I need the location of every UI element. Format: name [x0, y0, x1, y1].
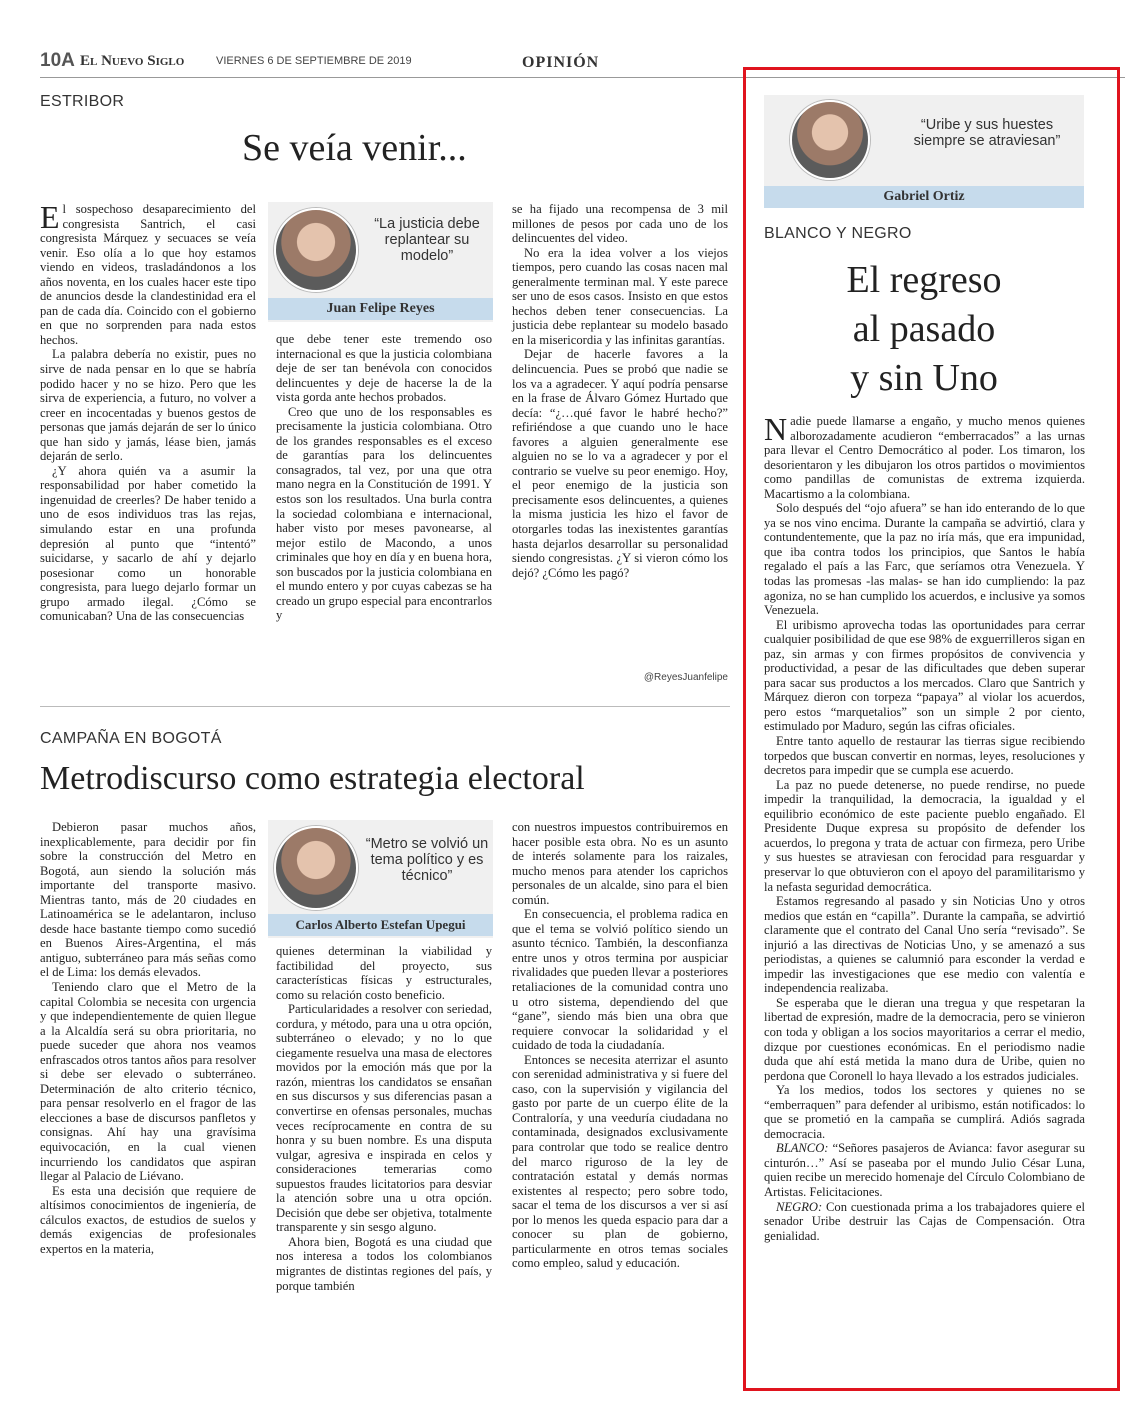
author-photo — [274, 826, 358, 910]
dropcap: N — [764, 411, 788, 447]
article3-paragraph: Nadie puede llamarse a engaño, y mucho menos quienes alborozadamente acudieron “emberracados” a las urnas para llevar el Centro Democrático al poder. Los timaron, los desorientaron y les dibujaron los otros partidos o movimientos como pandillas de comunistas de extrema izquierda. Macartismo a la colombiana. — [764, 411, 1085, 501]
author-quote: “Uribe y sus huestes siempre se atraviesan” — [913, 117, 1061, 149]
author-box-juan-felipe-reyes — [268, 202, 493, 322]
article3-paragraph: Estamos regresando al pasado y sin Noticias Uno y otros medios que están en “capilla”. Durante la campaña, se advirtió claramente que el contrato del Canal Uno sería “revisado”. Se injurió a las directivas de Noticias Uno, y se amenazó a sus periodistas, a quienes se calumnió para esconder la verdad e impedir las investigaciones que ese medio con valentía e independencia realizaba. — [764, 894, 1085, 996]
article3-paragraph: Ya los medios, todos los sectores y quienes no se “emberraquen” para defender al uribismo, están notificados: lo que se prometió en la campaña se cumplirá. Adiós sagrada democracia. — [764, 1083, 1085, 1141]
author-name: Carlos Alberto Estefan Upegui — [268, 914, 493, 936]
article2-paragraph: Particularidades a resolver con seriedad, cordura, y método, para una u otra opción, subterráneo o elevado; y no lo que ciegamente resuelva una masa de electores movidos por la emoción más que por la razón, mientras los candidatos se ensañan en sus discursos y sus diferencias pasan a convertirse en ofensas personales, muchas veces recíprocamente en contra de su honra y su buen nombre. Es una disputa vulgar, agresiva e inspirada en celos y consideraciones temerarias como supuestos fraudes licitatorios para desviar la atención sobre una u otra opción. Decisión que debe ser objetiva, totalmente transparente y sin sesgo alguno. — [276, 1002, 492, 1235]
article1-paragraph: Dejar de hacerle favores a la delincuencia. Pues se probó que nadie se los va a agradecer. Y aquí podría pensarse en la frase de Álvaro Gómez Hurtado que decía: “¿…qué favor le habré hecho?” refiriéndose a que cuando uno le hace favores a alguien generalmente ese alguien no se lo va a agradecer y por el contrario se vuelve su peor enemigo. Hoy, el peor enemigo de la justicia son precisamente esos delincuentes, a quienes la misma justicia les hizo el favor de otorgarles todas las inexistentes garantías hasta dejarlos desarrollar su personalidad siendo congresistas. ¿Y si vieron cómo los dejó? ¿Cómo les pagó? — [512, 347, 728, 580]
issue-date: VIERNES 6 DE SEPTIEMBRE DE 2019 — [216, 55, 412, 67]
title-line: y sin Uno — [850, 357, 998, 399]
article3-paragraph: La paz no puede detenerse, no puede rendirse, no puede impedir la tranquilidad, la democracia, la igualdad y el equilibrio económico de este paciente pueblo engañado. El Presidente Duque expresa su propósito de defender los acuerdos, lo pregona y trata de actuar con firmeza, pero Uribe y sus huestes se atraviesan con ferocidad para resguardar y preservar lo que obtuvieron con el apoyo del paramilitarismo y la nefasta seguridad democrática. — [764, 777, 1085, 894]
article1-paragraph: se ha fijado una recompensa de 3 mil millones de pesos por cada uno de los delincuentes del video. — [512, 202, 728, 246]
article2-paragraph: con nuestros impuestos contribuiremos en hacer posible esta obra. No es un asunto de interés solamente para los raizales, mucho menos para atender los caprichos personales de un alcalde, sino para el bien común. — [512, 820, 728, 907]
article3-title — [764, 256, 1084, 403]
author-quote: “La justicia debe replantear su modelo” — [374, 216, 480, 264]
article2-column-1 — [40, 820, 256, 1256]
article1-paragraph: No era la idea volver a los viejos tiempos, pero cuando las cosas nacen mal generalmente terminan mal. Y este parece ser uno de esos casos. Insisto en que estos hechos deben tener consecuencias. La justicia debe replantear su modelo basado en la misericordia y las infinitas garantías. — [512, 245, 728, 347]
article1-paragraph: ¿Y ahora quién va a asumir la responsabilidad por haber cometido la ingenuidad de creerles? De haber tenido a uno de esos individuos tras las rejas, simulando estar en una profunda depresión al punto que “intentó” suicidarse, y sacarlo de ahí y dejarlo posesionar como un honorable congresista, para luego dejarlo formar un grupo armado ilegal. ¿Cómo se comunicaban? Una de las consecuencias — [40, 463, 256, 624]
negro-note: NEGRO: Con cuestionada prima a los trabajadores quiere el senador Uribe destruir las Cajas de Compensación. Otra genialidad. — [764, 1199, 1085, 1243]
article1-column-2 — [276, 332, 492, 623]
author-name: Gabriel Ortiz — [764, 186, 1084, 208]
author-box-carlos-alberto-estefan-upegui — [268, 820, 493, 938]
blanco-note: BLANCO: “Señores pasajeros de Avianca: favor asegurar su cinturón…” Así se paseaba por el mundo Julio César Luna, quien recibe un merecido homenaje del Círculo Colombiano de Artistas. Felicitaciones. — [764, 1141, 1085, 1199]
article1-paragraph: La palabra debería no existir, pues no sirve de nada pensar en lo que se habría podido hacer y no se hizo. Pero que les sirva de experiencia, a futuro, no volver a creer en incocentadas y buenos gestos de personas que jamás dejarán de ser lo único que han sido y jamás, léase bien, jamás dejarán de serlo. — [40, 347, 256, 464]
author-photo — [274, 208, 358, 292]
article1-column-1 — [40, 199, 256, 624]
twitter-handle: @ReyesJuanfelipe — [643, 672, 728, 683]
article1-paragraph: que debe tener este tremendo oso internacional es que la justicia colombiana deje de ser tan benévola con conocidos delincuentes y deje de hacerse la de la vista gorda ante hechos probados. — [276, 332, 492, 405]
article1-column-3 — [512, 202, 728, 580]
article1-kicker: ESTRIBOR — [40, 93, 125, 110]
author-photo — [790, 100, 870, 180]
article2-paragraph: En consecuencia, el problema radica en que el tema se volvió político siendo un asunto técnico. También, la desconfianza entre unos y otros termina por auspiciar rivalidades que pueden llevar a posteriores retaliaciones de la comunidad contra uno u otro sistema, dependiendo del que “gane”, siendo más bien una obra que requiere convocar la solidaridad y el cuidado de toda la ciudadanía. — [512, 907, 728, 1053]
article3-paragraph: Entre tanto aquello de restaurar las tierras sigue recibiendo torpedos que buscan convertir en normas, leyes, resoluciones y decretos para impedir que se cumpla ese acuerdo. — [764, 734, 1085, 778]
article2-column-2 — [276, 944, 492, 1293]
article2-column-3 — [512, 820, 728, 1271]
newspaper-name: El Nuevo Siglo — [80, 53, 185, 69]
article2-paragraph: Entonces se necesita aterrizar el asunto con serenidad administrativa y si fuere del caso, con la supervisión y vigilancia del gasto por parte de un cuerpo élite de la Contraloría, y una veeduría ciudadana no contaminada, designados exclusivamente para controlar que todo se realice dentro del marco riguroso de la ley de contratación estatal y demás normas existentes al respecto; pero sobre todo, sacar el tema de los discursos a ver si así por lo menos les queda espacio para dar a conocer su plan de gobierno, particularmente en otros temas sociales como empleo, salud y educación. — [512, 1052, 728, 1271]
article1-title: Se veía venir... — [242, 127, 467, 169]
dropcap: E — [40, 199, 60, 235]
article2-kicker: CAMPAÑA EN BOGOTÁ — [40, 730, 222, 747]
title-line: El regreso — [846, 259, 1002, 301]
article-divider — [40, 706, 730, 707]
article3-body — [764, 411, 1085, 1243]
article3-paragraph: Se esperaba que le dieran una tregua y que respetaran la libertad de expresión, madre de la democracia, pero se vinieron con toda y obligan a los socios mayoritarios a cerrar el medio, dizque por cuestiones económicas. En el periodismo nadie duda que ahí está metida la mano dura de Uribe, quien no perdona que Coronell lo haya llevado a los estrados judiciales. — [764, 995, 1085, 1083]
author-quote: “Metro se volvió un tema político y es técnico” — [365, 836, 489, 884]
article3-paragraph: El uribismo aprovecha todas las oportunidades para cerrar cualquier posibilidad de que ese 98% de exguerrilleros sigan en paz, sin armas y con firmes propósitos de convivencia y productividad, a pesar de las dificultades que deben superar para sacar sus productos a los mercados. Claro que Santrich y Márquez dieron con torpeza “papaya” al violar los acuerdos, pero estos “marquetalios” son un simple 2 por ciento, estimulado por Maduro, según las cifras oficiales. — [764, 617, 1085, 734]
section-name: OPINIÓN — [522, 54, 600, 71]
article2-paragraph: Teniendo claro que el Metro de la capital Colombia se necesita con urgencia y que independientemente de quien llegue a la Alcaldía será su obra prioritaria, no puede suceder que ahora nos veamos enfrascados otros tantos años para resolver si debe ser elevado o subterráneo. Determinación de alto criterio técnico, para pensar resolverlo en el fragor de las elecciones a base de discursos panfletos y consignas. Ahí hay una gravísima equivocación, en la cual vienen incurriendo los candidatos que aspiran llegar al Palacio de Liévano. — [40, 980, 256, 1184]
article2-title: Metrodiscurso como estrategia electoral — [40, 760, 585, 797]
title-line: al pasado — [852, 308, 996, 350]
article3-paragraph: Solo después del “ojo afuera” se han ido enterando de lo que ya se nos vino encima. Durante la campaña se advirtió, clara y contundentemente, que la paz no iría más, que era impunidad, que iba contra todos los principios, que Santos le había regalado el país a las Farc, que seríamos otra Venezuela. Y todas las promesas -las malas- se han ido cumpliendo: la paz agoniza, no se han cumplido los acuerdos, e inclusive ya somos Venezuela. — [764, 501, 1085, 618]
article2-paragraph: quienes determinan la viabilidad y factibilidad del proyecto, sus características físicas y estructurales, como su relación costo beneficio. — [276, 944, 492, 1002]
author-box-gabriel-ortiz — [764, 95, 1084, 208]
article2-paragraph: Debieron pasar muchos años, inexplicablemente, para decidir por fin sobre la construcción del Metro en Bogotá, aun siendo la solución más importante del transporte masivo. Mientras tanto, más de 20 ciudades en Latinoamérica se le adelantaron, incluso desde hace bastante tiempo como sucedió en Buenos Aires-Argentina, el más antiguo, subterráneo para más señas como el de Lima: los demás elevados. — [40, 820, 256, 980]
negro-label: NEGRO: — [776, 1199, 823, 1214]
article1-paragraph: Creo que uno de los responsables es precisamente la justicia colombiana. Otro de los grandes responsables es el exceso de garantías para los delincuentes consagrados, tal vez, por una que otra mano negra en la Constitución de 1991. Y estos son los resultados. Una burla contra la sociedad colombiana e internacional, haber visto por meses pavonearse, al mejor estilo de Macondo, a unos criminales que hoy en día y en buena hora, son buscados por la justicia colombiana en el mundo entero y por cuyas cabezas se ha creado un grupo especial para encontrarlos y — [276, 404, 492, 623]
article2-paragraph: Ahora bien, Bogotá es una ciudad que nos interesa a todos los colombianos migrantes de distintas regiones del país, y porque también — [276, 1234, 492, 1293]
blanco-label: BLANCO: — [776, 1141, 829, 1156]
article1-paragraph: El sospechoso desaparecimiento del congresista Santrich, el casi congresista Márquez y secuaces se veía venir. Eso olía a lo que hoy estamos viendo en videos, trasladándonos a los años noventa, en los cuales hacer este tipo de anuncios desde la clandestinidad era el pan de cada día. Coincido con el gobierno en que no sorprenden para nada estos hechos. — [40, 199, 256, 347]
author-name: Juan Felipe Reyes — [268, 298, 493, 320]
page-number: 10A — [40, 50, 75, 71]
article3-kicker: BLANCO Y NEGRO — [764, 225, 912, 242]
article2-paragraph: Es esta una decisión que requiere de altísimos conocimientos de ingeniería, de cálculos exactos, de estudios de suelos y demás exigencias de profesionales expertos en la materia, — [40, 1183, 256, 1256]
